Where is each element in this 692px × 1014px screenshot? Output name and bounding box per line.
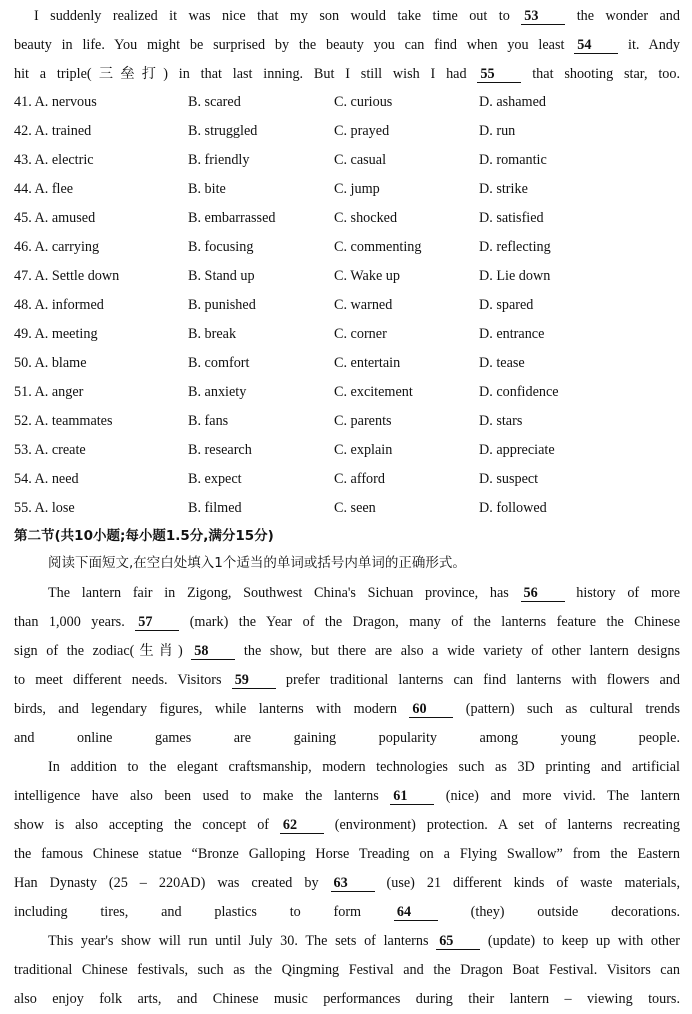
option-row bbox=[14, 436, 684, 465]
text-segment: (use) 21 different kinds of waste materials, bbox=[386, 875, 680, 891]
option-a[interactable]: 53. A. create bbox=[14, 442, 86, 458]
option-row bbox=[14, 204, 684, 233]
option-a[interactable]: 46. A. carrying bbox=[14, 239, 100, 255]
blank-63[interactable]: 63 bbox=[331, 875, 375, 892]
text-segment: including tires, and plastics to form bbox=[14, 904, 394, 920]
text-segment: the wonder and bbox=[576, 8, 680, 24]
text-line bbox=[14, 869, 680, 898]
text-line bbox=[14, 2, 680, 31]
text-line bbox=[14, 608, 680, 637]
option-row bbox=[14, 175, 684, 204]
text-segment: In addition to the elegant craftsmanship, modern technologies such as 3D printing and artificial bbox=[48, 759, 680, 775]
option-d[interactable]: D. entrance bbox=[479, 326, 545, 342]
text-segment: show is also accepting the concept of bbox=[14, 817, 280, 833]
option-row bbox=[14, 117, 684, 146]
option-a[interactable]: 43. A. electric bbox=[14, 152, 94, 168]
text-segment: history of more bbox=[576, 585, 680, 601]
text-line bbox=[14, 811, 680, 840]
text-segment: birds, and legendary figures, while lanterns with modern bbox=[14, 701, 410, 717]
option-a[interactable]: 51. A. anger bbox=[14, 384, 84, 400]
option-a[interactable]: 55. A. lose bbox=[14, 500, 75, 516]
option-b[interactable]: B. anxiety bbox=[188, 384, 247, 400]
option-b[interactable]: B. bite bbox=[188, 181, 226, 197]
option-row bbox=[14, 88, 684, 117]
option-a[interactable]: 44. A. flee bbox=[14, 181, 74, 197]
section-2-instruction: 阅读下面短文,在空白处填入1个适当的单词或括号内单词的正确形式。 bbox=[48, 555, 466, 571]
option-a[interactable]: 41. A. nervous bbox=[14, 94, 97, 110]
option-c[interactable]: C. parents bbox=[334, 413, 392, 429]
text-segment: beauty in life. You might be surprised by the beauty you can find when you least bbox=[14, 37, 575, 53]
text-segment: to meet different needs. Visitors bbox=[14, 672, 232, 688]
text-line bbox=[14, 956, 680, 985]
option-d[interactable]: D. Lie down bbox=[479, 268, 551, 284]
option-row bbox=[14, 494, 684, 523]
blank-62[interactable]: 62 bbox=[280, 817, 324, 834]
blank-55[interactable]: 55 bbox=[477, 66, 521, 83]
option-c[interactable]: C. commenting bbox=[334, 239, 422, 255]
blank-64[interactable]: 64 bbox=[394, 904, 438, 921]
text-line bbox=[14, 927, 680, 956]
text-segment: (nice) and more vivid. The lantern bbox=[445, 788, 680, 804]
text-segment: (environment) protection. A set of lanterns recreating bbox=[334, 817, 680, 833]
text-segment: traditional Chinese festivals, such as the Qingming Festival and the Dragon Boat Festival. Visitors can bbox=[14, 962, 680, 978]
option-c[interactable]: C. curious bbox=[334, 94, 393, 110]
option-c[interactable]: C. jump bbox=[334, 181, 380, 197]
option-row bbox=[14, 262, 684, 291]
blank-59[interactable]: 59 bbox=[232, 672, 276, 689]
option-row bbox=[14, 407, 684, 436]
option-c[interactable]: C. prayed bbox=[334, 123, 390, 139]
option-b[interactable]: B. struggled bbox=[188, 123, 258, 139]
option-b[interactable]: B. friendly bbox=[188, 152, 250, 168]
blank-57[interactable]: 57 bbox=[135, 614, 179, 631]
option-d[interactable]: D. reflecting bbox=[479, 239, 551, 255]
text-line bbox=[14, 60, 680, 89]
text-line bbox=[14, 724, 680, 753]
option-b[interactable]: B. filmed bbox=[188, 500, 242, 516]
option-a[interactable]: 54. A. need bbox=[14, 471, 79, 487]
option-d[interactable]: D. confidence bbox=[479, 384, 559, 400]
option-d[interactable]: D. satisfied bbox=[479, 210, 544, 226]
option-b[interactable]: B. break bbox=[188, 326, 237, 342]
text-segment: and online games are gaining popularity among young people. bbox=[14, 730, 680, 746]
option-d[interactable]: D. appreciate bbox=[479, 442, 555, 458]
text-segment: it. Andy bbox=[628, 37, 680, 53]
text-segment: I suddenly realized it was nice that my son would take time out to bbox=[34, 8, 522, 24]
option-c[interactable]: C. seen bbox=[334, 500, 376, 516]
text-segment: (pattern) such as cultural trends bbox=[465, 701, 680, 717]
blank-53[interactable]: 53 bbox=[521, 8, 565, 25]
option-c[interactable]: C. Wake up bbox=[334, 268, 400, 284]
option-d[interactable]: D. romantic bbox=[479, 152, 547, 168]
option-b[interactable]: B. Stand up bbox=[188, 268, 255, 284]
option-a[interactable]: 47. A. Settle down bbox=[14, 268, 120, 284]
option-c[interactable]: C. afford bbox=[334, 471, 385, 487]
blank-61[interactable]: 61 bbox=[390, 788, 434, 805]
option-c[interactable]: C. corner bbox=[334, 326, 387, 342]
blank-60[interactable]: 60 bbox=[409, 701, 453, 718]
option-c[interactable]: C. excitement bbox=[334, 384, 413, 400]
option-row bbox=[14, 291, 684, 320]
option-a[interactable]: 52. A. teammates bbox=[14, 413, 113, 429]
option-row bbox=[14, 465, 684, 494]
passage-2 bbox=[14, 579, 680, 1014]
text-line bbox=[14, 637, 680, 666]
option-row bbox=[14, 349, 684, 378]
text-line bbox=[14, 782, 680, 811]
option-d[interactable]: D. spared bbox=[479, 297, 534, 313]
option-a[interactable]: 45. A. amused bbox=[14, 210, 96, 226]
option-a[interactable]: 50. A. blame bbox=[14, 355, 87, 371]
blank-65[interactable]: 65 bbox=[436, 933, 480, 950]
text-segment: also enjoy folk arts, and Chinese music performances during their lantern – viewing tours. bbox=[14, 991, 680, 1007]
option-b[interactable]: B. scared bbox=[188, 94, 241, 110]
text-line bbox=[14, 985, 680, 1014]
option-row bbox=[14, 320, 684, 349]
text-line bbox=[14, 695, 680, 724]
option-c[interactable]: C. explain bbox=[334, 442, 393, 458]
option-row bbox=[14, 378, 684, 407]
text-line bbox=[14, 898, 680, 927]
option-b[interactable]: B. embarrassed bbox=[188, 210, 276, 226]
option-b[interactable]: B. expect bbox=[188, 471, 242, 487]
option-d[interactable]: D. run bbox=[479, 123, 516, 139]
text-line bbox=[14, 753, 680, 782]
option-d[interactable]: D. ashamed bbox=[479, 94, 546, 110]
text-segment: (update) to keep up with other bbox=[487, 933, 680, 949]
text-segment: the famous Chinese statue “Bronze Galloping Horse Treading on a Flying Swallow” from the Eastern bbox=[14, 846, 680, 862]
text-segment: (mark) the Year of the Dragon, many of the lanterns feature the Chinese bbox=[189, 614, 680, 630]
options-list bbox=[14, 88, 684, 523]
text-segment: The lantern fair in Zigong, Southwest China's Sichuan province, has bbox=[48, 585, 521, 601]
option-b[interactable]: B. punished bbox=[188, 297, 256, 313]
passage-1 bbox=[14, 2, 680, 89]
option-c[interactable]: C. warned bbox=[334, 297, 393, 313]
option-row bbox=[14, 233, 684, 262]
text-line bbox=[14, 666, 680, 695]
option-b[interactable]: B. fans bbox=[188, 413, 229, 429]
option-d[interactable]: D. strike bbox=[479, 181, 528, 197]
option-d[interactable]: D. followed bbox=[479, 500, 547, 516]
text-segment: the show, but there are also a wide variety of other lantern designs bbox=[243, 643, 680, 659]
blank-54[interactable]: 54 bbox=[574, 37, 618, 54]
option-b[interactable]: B. research bbox=[188, 442, 252, 458]
option-a[interactable]: 42. A. trained bbox=[14, 123, 92, 139]
text-segment: (they) outside decorations. bbox=[470, 904, 681, 920]
option-a[interactable]: 48. A. informed bbox=[14, 297, 104, 313]
text-segment: This year's show will run until July 30. The sets of lanterns bbox=[48, 933, 437, 949]
text-line bbox=[14, 579, 680, 608]
text-segment: sign of the zodiac(生肖) bbox=[14, 643, 192, 659]
text-segment: hit a triple(三垒打) in that last inning. But I still wish I had bbox=[14, 66, 478, 82]
option-c[interactable]: C. shocked bbox=[334, 210, 398, 226]
option-c[interactable]: C. entertain bbox=[334, 355, 401, 371]
text-segment: prefer traditional lanterns can find lanterns with flowers and bbox=[285, 672, 680, 688]
option-d[interactable]: D. suspect bbox=[479, 471, 539, 487]
option-row bbox=[14, 146, 684, 175]
text-segment: that shooting star, too. bbox=[532, 66, 680, 82]
option-c[interactable]: C. casual bbox=[334, 152, 387, 168]
section-2-heading: 第二节(共10小题;每小题1.5分,满分15分) bbox=[14, 528, 274, 544]
text-segment: intelligence have also been used to make the lanterns bbox=[14, 788, 391, 804]
text-segment: Han Dynasty (25 – 220AD) was created by bbox=[14, 875, 331, 891]
option-b[interactable]: B. focusing bbox=[188, 239, 254, 255]
option-d[interactable]: D. stars bbox=[479, 413, 523, 429]
option-a[interactable]: 49. A. meeting bbox=[14, 326, 98, 342]
blank-56[interactable]: 56 bbox=[521, 585, 565, 602]
option-b[interactable]: B. comfort bbox=[188, 355, 250, 371]
blank-58[interactable]: 58 bbox=[191, 643, 235, 660]
text-line bbox=[14, 840, 680, 869]
option-d[interactable]: D. tease bbox=[479, 355, 525, 371]
text-line bbox=[14, 31, 680, 60]
text-segment: than 1,000 years. bbox=[14, 614, 136, 630]
